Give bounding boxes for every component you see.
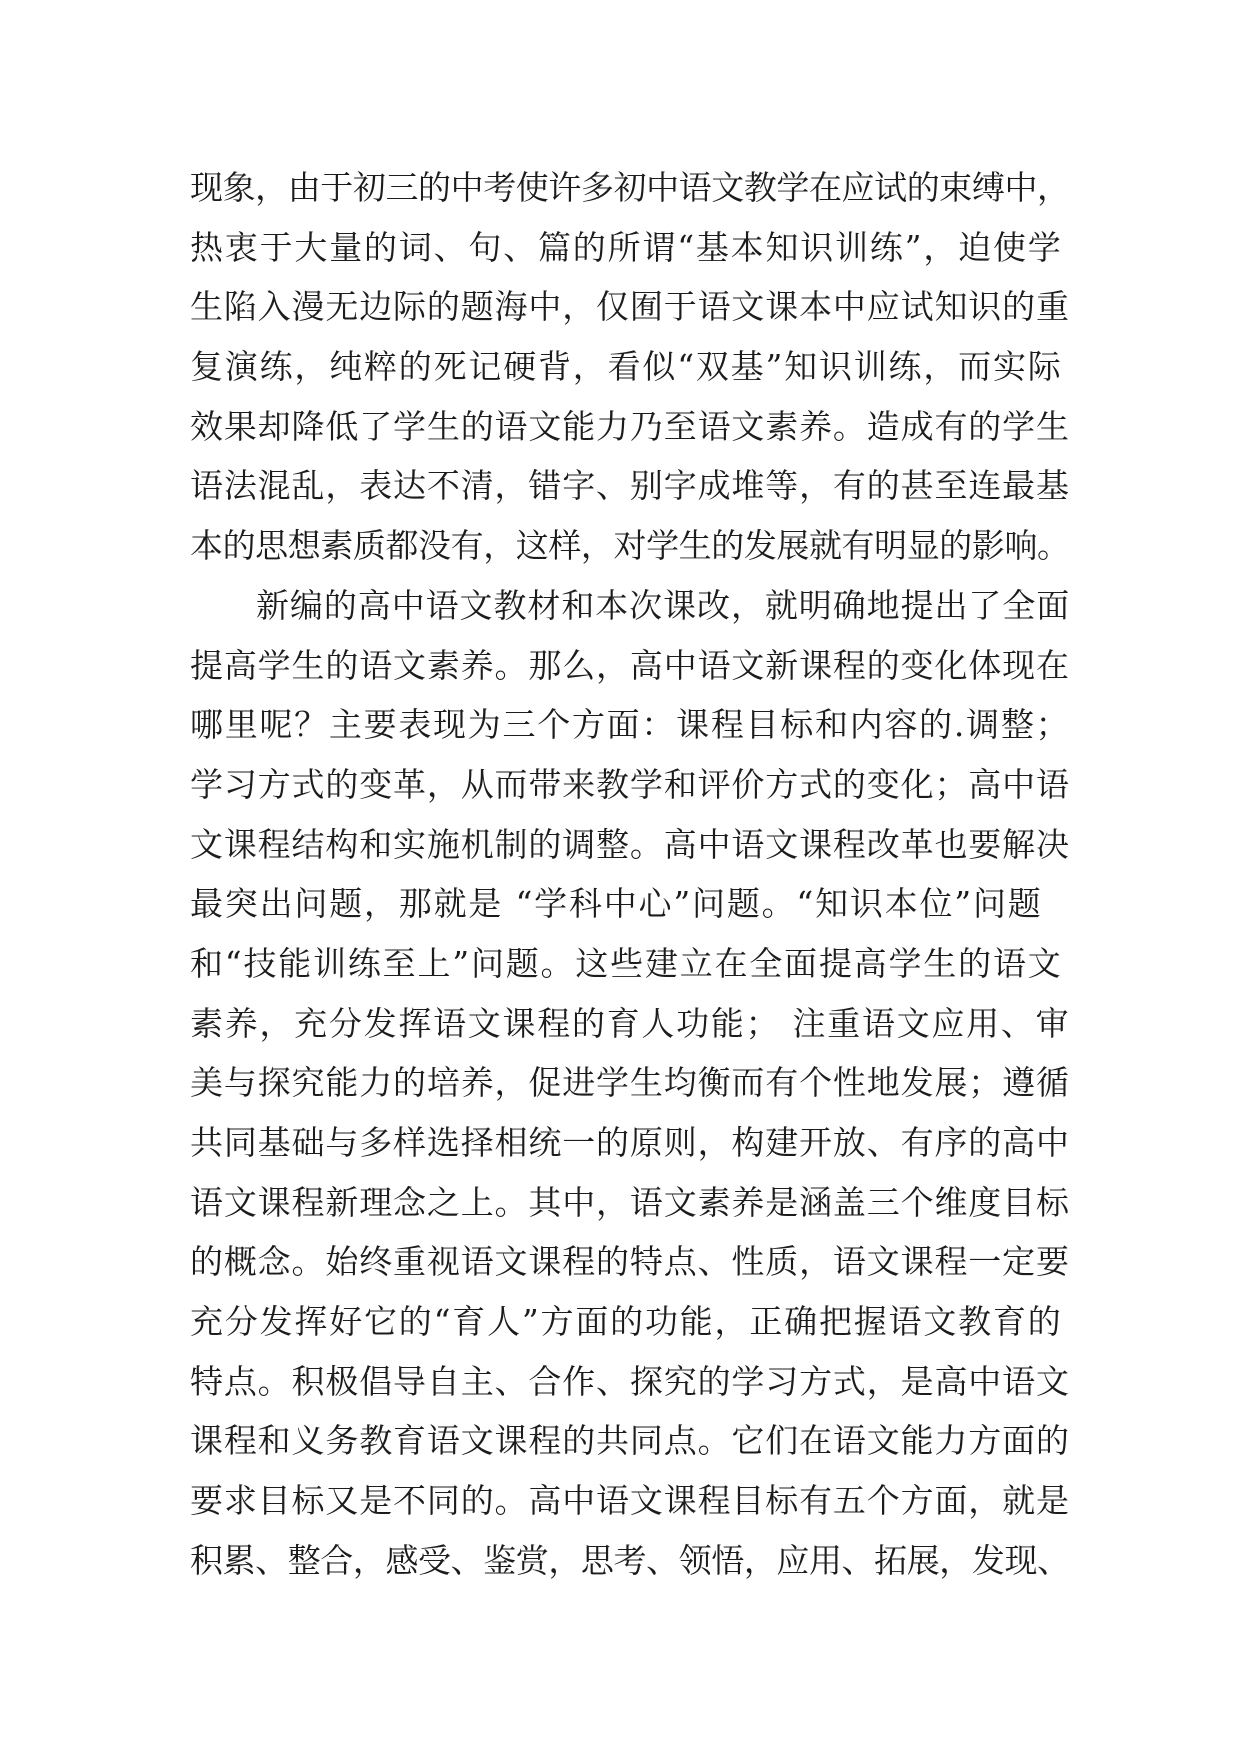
text-line: 最突出问题，那就是 “学科中心”问题。“知识本位”问题 xyxy=(190,884,1043,924)
text-line: 和“技能训练至上”问题。这些建立在全面提高学生的语文 xyxy=(190,943,1063,983)
text-line: 美与探究能力的培养，促进学生均衡而有个性地发展；遵循 xyxy=(190,1063,1070,1103)
text-line: 哪里呢？主要表现为三个方面：课程目标和内容的.调整； xyxy=(190,705,1071,745)
text-line: 语法混乱，表达不清，错字、别字成堆等，有的甚至连最基 xyxy=(190,466,1070,506)
text-line: 文课程结构和实施机制的调整。高中语文课程改革也要解决 xyxy=(190,824,1070,864)
text-line: 共同基础与多样选择相统一的原则，构建开放、有序的高中 xyxy=(190,1123,1070,1162)
text-line: 提高学生的语文素养。那么，高中语文新课程的变化体现在 xyxy=(190,645,1070,685)
text-line: 课程和义务教育语文课程的共同点。它们在语文能力方面的 xyxy=(190,1421,1070,1461)
text-line: 特点。积极倡导自主、合作、探究的学习方式，是高中语文 xyxy=(190,1361,1070,1401)
document-body xyxy=(190,158,1070,1591)
text-line: 现象，由于初三的中考使许多初中语文教学在应试的束缚中， xyxy=(190,168,1070,207)
text-line: 复演练，纯粹的死记硬背，看似“双基”知识训练，而实际 xyxy=(190,347,1063,387)
text-line: 热衷于大量的词、句、篇的所谓“基本知识训练”，迫使学 xyxy=(190,227,1063,267)
text-line: 本的思想素质都没有，这样，对学生的发展就有明显的影响。 xyxy=(190,526,1070,566)
text-line-first: 新编的高中语文教材和本次课改，就明确地提出了全面 xyxy=(256,585,1071,625)
text-line: 语文课程新理念之上。其中，语文素养是涵盖三个维度目标 xyxy=(190,1182,1070,1222)
text-line: 学习方式的变革，从而带来教学和评价方式的变化；高中语 xyxy=(190,764,1070,804)
text-line: 充分发挥好它的“育人”方面的功能，正确把握语文教育的 xyxy=(190,1302,1063,1342)
text-line: 效果却降低了学生的语文能力乃至语文素养。造成有的学生 xyxy=(190,406,1070,446)
text-line: 要求目标又是不同的。高中语文课程目标有五个方面，就是 xyxy=(190,1481,1070,1521)
text-line: 素养，充分发挥语文课程的育人功能； 注重语文应用、审 xyxy=(190,1003,1071,1043)
text-line: 的概念。始终重视语文课程的特点、性质，语文课程一定要 xyxy=(190,1242,1070,1282)
text-line: 积累、整合，感受、鉴赏，思考、领悟，应用、拓展，发现、 xyxy=(190,1540,1070,1580)
paragraph-2 xyxy=(190,576,1070,1591)
paragraph-1 xyxy=(190,158,1070,576)
text-line: 生陷入漫无边际的题海中，仅囿于语文课本中应试知识的重 xyxy=(190,287,1070,327)
